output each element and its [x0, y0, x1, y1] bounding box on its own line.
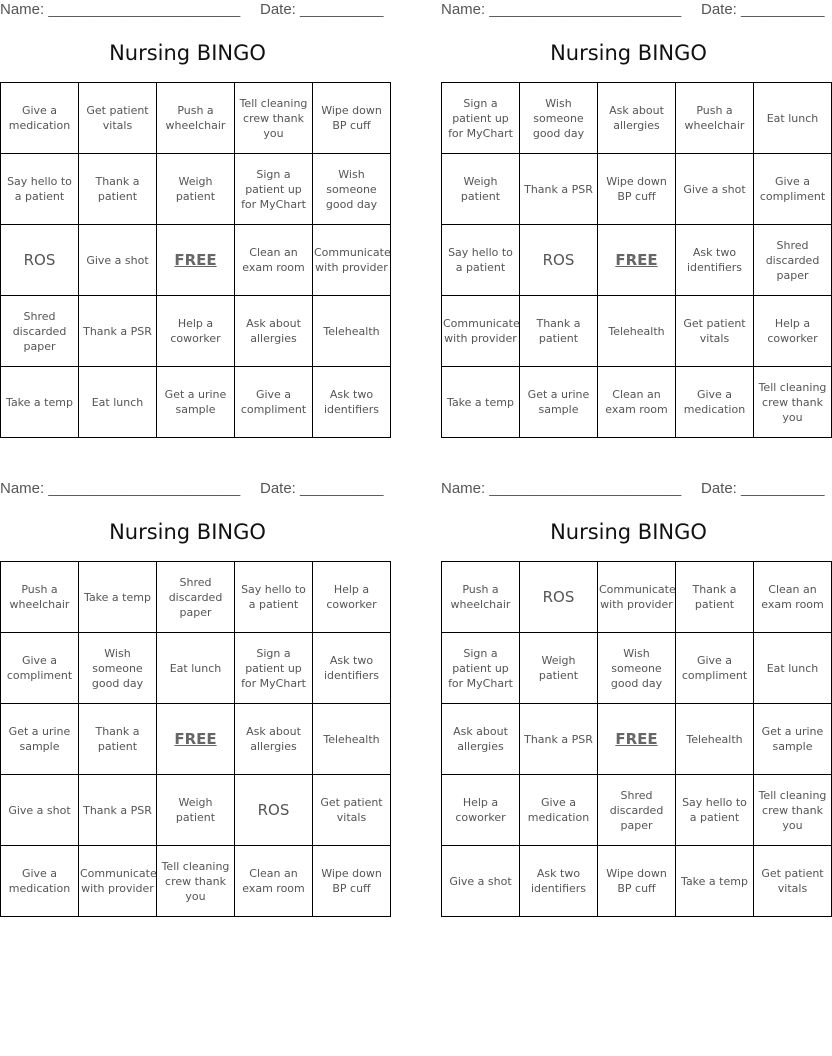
bingo-cell: Give a shot	[79, 225, 157, 296]
bingo-cell: Push a wheelchair	[676, 83, 754, 154]
bingo-cell: Take a temp	[1, 367, 79, 438]
bingo-cell: Wish someone good day	[520, 83, 598, 154]
bingo-cell: Tell cleaning crew thank you	[754, 775, 832, 846]
bingo-cell: Telehealth	[676, 704, 754, 775]
bingo-cell: ROS	[235, 775, 313, 846]
bingo-cell: Tell cleaning crew thank you	[157, 846, 235, 917]
bingo-cell: Eat lunch	[754, 633, 832, 704]
bingo-row	[1, 367, 391, 438]
bingo-cell: Help a coworker	[313, 562, 391, 633]
bingo-row	[442, 562, 832, 633]
name-field-label: Name: _______________________	[0, 480, 241, 497]
card-title: Nursing BINGO	[109, 41, 266, 65]
card-title: Nursing BINGO	[109, 520, 266, 544]
card-title: Nursing BINGO	[550, 520, 707, 544]
bingo-cell: ROS	[520, 225, 598, 296]
bingo-cell: Give a compliment	[235, 367, 313, 438]
name-date-row	[441, 480, 825, 498]
bingo-cell: Give a shot	[442, 846, 520, 917]
bingo-cell: Shred discarded paper	[157, 562, 235, 633]
bingo-cell: Shred discarded paper	[754, 225, 832, 296]
bingo-cell: Give a shot	[1, 775, 79, 846]
bingo-cell: Give a compliment	[754, 154, 832, 225]
bingo-cell: Give a medication	[1, 83, 79, 154]
bingo-cell: Wipe down BP cuff	[313, 83, 391, 154]
bingo-cell: Ask two identifiers	[676, 225, 754, 296]
bingo-row	[442, 704, 832, 775]
bingo-cell: Wish someone good day	[598, 633, 676, 704]
bingo-grid	[441, 82, 832, 438]
bingo-cell: ROS	[1, 225, 79, 296]
card-title: Nursing BINGO	[550, 41, 707, 65]
bingo-cell: Get patient vitals	[313, 775, 391, 846]
bingo-cell: Wipe down BP cuff	[313, 846, 391, 917]
bingo-row	[1, 154, 391, 225]
bingo-cell: Ask about allergies	[235, 296, 313, 367]
bingo-cell: Ask about allergies	[598, 83, 676, 154]
bingo-cell: Push a wheelchair	[442, 562, 520, 633]
bingo-cell: Weigh patient	[157, 154, 235, 225]
bingo-cell: Telehealth	[598, 296, 676, 367]
bingo-cell: Wipe down BP cuff	[598, 846, 676, 917]
bingo-row	[442, 846, 832, 917]
bingo-cell: Help a coworker	[157, 296, 235, 367]
bingo-cell: Eat lunch	[157, 633, 235, 704]
bingo-cell: Clean an exam room	[235, 225, 313, 296]
bingo-cell: Get a urine sample	[754, 704, 832, 775]
bingo-cell: Say hello to a patient	[676, 775, 754, 846]
free-space: FREE	[598, 225, 676, 296]
bingo-cell: Telehealth	[313, 704, 391, 775]
bingo-cell: Take a temp	[442, 367, 520, 438]
bingo-cell: Ask two identifiers	[520, 846, 598, 917]
bingo-cell: Wipe down BP cuff	[598, 154, 676, 225]
bingo-cell: Weigh patient	[520, 633, 598, 704]
bingo-cell: Sign a patient up for MyChart	[442, 83, 520, 154]
bingo-cell: Sign a patient up for MyChart	[235, 633, 313, 704]
bingo-grid	[0, 561, 391, 917]
bingo-cell: Thank a patient	[79, 704, 157, 775]
bingo-cell: Help a coworker	[754, 296, 832, 367]
bingo-cell: Communicate with provider	[79, 846, 157, 917]
bingo-cell: Ask two identifiers	[313, 367, 391, 438]
bingo-row	[442, 367, 832, 438]
bingo-cell: Weigh patient	[157, 775, 235, 846]
bingo-row	[442, 296, 832, 367]
bingo-row	[1, 704, 391, 775]
bingo-cell: Eat lunch	[754, 83, 832, 154]
bingo-cell: Thank a PSR	[520, 704, 598, 775]
name-date-row	[441, 1, 825, 19]
bingo-row	[1, 562, 391, 633]
name-date-row	[0, 1, 384, 19]
name-date-row	[0, 480, 384, 498]
bingo-cell: Give a medication	[1, 846, 79, 917]
bingo-cell: Get a urine sample	[1, 704, 79, 775]
bingo-cell: Ask about allergies	[442, 704, 520, 775]
bingo-cell: Take a temp	[79, 562, 157, 633]
bingo-cell: Give a shot	[676, 154, 754, 225]
date-field-label: Date: __________	[260, 480, 384, 497]
bingo-cell: Ask two identifiers	[313, 633, 391, 704]
bingo-row	[1, 225, 391, 296]
bingo-row	[442, 775, 832, 846]
date-field-label: Date: __________	[260, 1, 384, 18]
name-field-label: Name: _______________________	[0, 1, 241, 18]
bingo-cell: Thank a patient	[520, 296, 598, 367]
bingo-cell: Wish someone good day	[313, 154, 391, 225]
bingo-cell: Sign a patient up for MyChart	[442, 633, 520, 704]
bingo-cell: Give a compliment	[676, 633, 754, 704]
name-field-label: Name: _______________________	[441, 1, 682, 18]
free-space: FREE	[598, 704, 676, 775]
bingo-row	[442, 83, 832, 154]
free-space: FREE	[157, 704, 235, 775]
bingo-cell: Wish someone good day	[79, 633, 157, 704]
bingo-cell: Take a temp	[676, 846, 754, 917]
bingo-row	[442, 154, 832, 225]
bingo-row	[1, 296, 391, 367]
bingo-grid	[441, 561, 832, 917]
bingo-cell: Shred discarded paper	[598, 775, 676, 846]
bingo-cell: Thank a PSR	[520, 154, 598, 225]
bingo-cell: Shred discarded paper	[1, 296, 79, 367]
bingo-cell: Get patient vitals	[79, 83, 157, 154]
bingo-row	[442, 633, 832, 704]
bingo-grid	[0, 82, 391, 438]
bingo-cell: Get a urine sample	[520, 367, 598, 438]
bingo-row	[1, 775, 391, 846]
bingo-cell: Help a coworker	[442, 775, 520, 846]
bingo-cell: Sign a patient up for MyChart	[235, 154, 313, 225]
bingo-cell: Communicate with provider	[598, 562, 676, 633]
bingo-cell: Get patient vitals	[676, 296, 754, 367]
bingo-cell: Communicate with provider	[442, 296, 520, 367]
bingo-cell: Say hello to a patient	[442, 225, 520, 296]
bingo-cell: Clean an exam room	[598, 367, 676, 438]
bingo-cell: Say hello to a patient	[1, 154, 79, 225]
bingo-row	[1, 846, 391, 917]
bingo-cell: ROS	[520, 562, 598, 633]
date-field-label: Date: __________	[701, 480, 825, 497]
bingo-cell: Get a urine sample	[157, 367, 235, 438]
free-space: FREE	[157, 225, 235, 296]
bingo-row	[1, 633, 391, 704]
bingo-cell: Thank a patient	[79, 154, 157, 225]
bingo-cell: Tell cleaning crew thank you	[754, 367, 832, 438]
bingo-cell: Clean an exam room	[754, 562, 832, 633]
bingo-row	[442, 225, 832, 296]
bingo-cell: Weigh patient	[442, 154, 520, 225]
bingo-cell: Tell cleaning crew thank you	[235, 83, 313, 154]
bingo-cell: Communicate with provider	[313, 225, 391, 296]
bingo-cell: Clean an exam room	[235, 846, 313, 917]
bingo-cell: Get patient vitals	[754, 846, 832, 917]
bingo-cell: Say hello to a patient	[235, 562, 313, 633]
bingo-cell: Push a wheelchair	[157, 83, 235, 154]
date-field-label: Date: __________	[701, 1, 825, 18]
bingo-cell: Push a wheelchair	[1, 562, 79, 633]
name-field-label: Name: _______________________	[441, 480, 682, 497]
bingo-cell: Thank a PSR	[79, 296, 157, 367]
bingo-cell: Eat lunch	[79, 367, 157, 438]
bingo-cell: Give a compliment	[1, 633, 79, 704]
bingo-cell: Thank a PSR	[79, 775, 157, 846]
bingo-cell: Telehealth	[313, 296, 391, 367]
bingo-cell: Ask about allergies	[235, 704, 313, 775]
bingo-cell: Give a medication	[676, 367, 754, 438]
bingo-cell: Give a medication	[520, 775, 598, 846]
bingo-row	[1, 83, 391, 154]
bingo-cell: Thank a patient	[676, 562, 754, 633]
